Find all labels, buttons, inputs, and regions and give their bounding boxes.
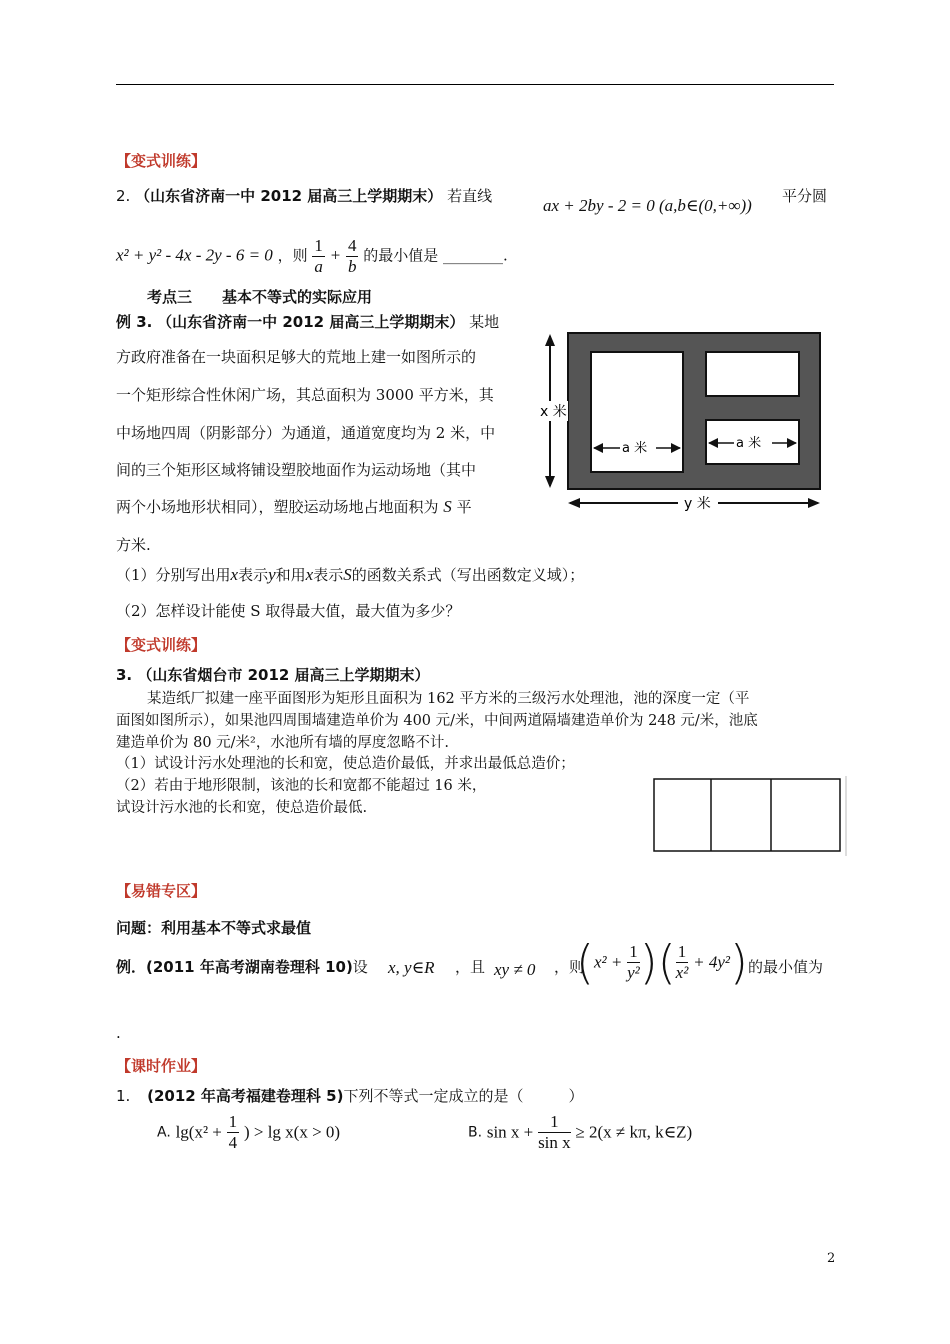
fraction-4-over-b: $\frac{4}{b}$ — [347, 236, 357, 276]
xy-condition: xy ≠ 0 — [494, 960, 536, 979]
question-3-sub-1: （1）试设计污水处理池的长和宽，使总造价最低，并求出最低总造价； — [116, 756, 575, 772]
question-text: 若直线 — [447, 187, 493, 205]
trailing-dot: . — [116, 1024, 121, 1042]
option-b: B. sin x + $\frac{1}{\text{sin x}}$ ≥ 2(x ≠ kπ, k∈Z) — [468, 1112, 693, 1152]
question-source: （山东省济南一中 2012 届高三上学期期末） — [135, 187, 443, 205]
line-equation: ax + 2by - 2 = 0 (a,b∈(0,+∞)) — [543, 196, 752, 215]
question-source: (2012 年高考福建卷理科 5) — [147, 1087, 344, 1105]
var-S: S — [343, 565, 352, 584]
answer-blank: ________. — [443, 246, 508, 265]
header-rule — [116, 84, 834, 85]
question-text: 的最小值是 — [363, 246, 439, 265]
text: ，则 — [554, 958, 585, 976]
example-3-line-5: 间的三个矩形区域将铺设塑胶地面作为运动场地（其中 — [116, 461, 477, 479]
example-text: 某地 — [469, 313, 500, 331]
section-tag-error-prone: 【易错专区】 — [116, 882, 207, 900]
text: 的最小值为 — [748, 958, 824, 976]
error-example-line: 例．(2011 年高考湖南卷理科 10)设 — [116, 958, 368, 976]
example-3-sub-1: （1）分别写出用x表示y和用x表示S的函数关系式（写出函数定义域）； — [116, 565, 585, 584]
small-field-top — [706, 352, 799, 396]
fraction-1-over-y2: $\frac{1}{\text{y²}}$ — [627, 942, 640, 982]
var-x: x — [305, 565, 314, 584]
text: ，且 — [455, 958, 486, 976]
homework-question-1 — [116, 1085, 583, 1106]
question-text: 下列不等式一定成立的是（ ） — [343, 1087, 584, 1105]
question-text: ，则 — [277, 246, 308, 265]
question-3-body-1: 某造纸厂拟建一座平面图形为矩形且面积为 162 平方米的三级污水处理池，池的深度一定（平 — [147, 691, 750, 707]
question-2-line-1 — [116, 185, 492, 206]
page-number: 2 — [827, 1251, 836, 1266]
example-label: 例 3. — [116, 313, 153, 331]
var-y: y — [268, 565, 276, 584]
example-3-line-7: 方米. — [116, 536, 151, 554]
fraction-1-over-4: $\frac{1}{4}$ — [228, 1112, 238, 1152]
product-expression: (x² + $\frac{1}{\text{y²}}$ )( $\frac{1}{\text{x²}}$ + 4y²) — [576, 935, 748, 990]
x-label: x 米 — [540, 404, 567, 420]
y-label: y 米 — [684, 496, 711, 512]
example-source: （山东省济南一中 2012 届高三上学期期末） — [157, 313, 465, 331]
plaza-figure — [536, 328, 828, 518]
var-S: S — [443, 497, 452, 516]
var-x: x — [230, 565, 239, 584]
section-tag-homework: 【课时作业】 — [116, 1057, 207, 1075]
section-tag-variant-2: 【变式训练】 — [116, 636, 207, 654]
option-label: A. — [157, 1124, 171, 1141]
plus-sign: + — [329, 245, 342, 265]
section-tag-variant-1: 【变式训练】 — [116, 152, 207, 170]
example-3-sub-2: （2）怎样设计能使 S 取得最大值，最大值为多少？ — [116, 602, 461, 620]
question-3-title: 3. （山东省烟台市 2012 届高三上学期期末） — [116, 666, 430, 684]
a-label-left: a 米 — [622, 441, 648, 456]
problem-heading: 问题：利用基本不等式求最值 — [116, 919, 312, 937]
example-3-line-4: 中场地四周（阴影部分）为通道，通道宽度均为 2 米，中 — [116, 424, 496, 442]
example-source: (2011 年高考湖南卷理科 10) — [146, 958, 353, 976]
option-label: B. — [468, 1124, 483, 1141]
question-2-line-2 — [116, 236, 508, 277]
example-3-line-3: 一个矩形综合性休闲广场，其总面积为 3000 平方米，其 — [116, 386, 494, 404]
pool-figure — [652, 776, 848, 858]
a-label-right: a 米 — [736, 436, 762, 451]
fraction-1-over-sinx: $\frac{1}{\text{sin x}}$ — [538, 1112, 571, 1152]
set-condition: x, y∈R — [388, 958, 435, 977]
example-label: 例． — [116, 958, 147, 976]
question-number: 1. — [116, 1087, 131, 1105]
example-3-line-6: 两个小场地形状相同），塑胶运动场地占地面积为 S 平 — [116, 497, 472, 516]
question-3-body-3: 建造单价为 80 元/米²，水池所有墙的厚度忽略不计. — [116, 735, 449, 751]
example-3-line-2: 方政府准备在一块面积足够大的荒地上建一如图所示的 — [116, 348, 477, 366]
example-3-line-1 — [116, 311, 499, 332]
pool-outline — [654, 779, 840, 851]
question-3-sub-2: （2）若由于地形限制，该池的长和宽都不能超过 16 米， — [116, 778, 487, 794]
question-text-end: 平分圆 — [782, 187, 828, 205]
question-number: 2. — [116, 187, 131, 205]
fraction-1-over-x2: $\frac{1}{\text{x²}}$ — [675, 942, 689, 982]
question-3-sub-3: 试设计污水池的长和宽，使总造价最低. — [116, 800, 368, 816]
option-a: A. lg(x² + $\frac{1}{4}$ ) > lg x(x > 0) — [157, 1112, 341, 1152]
question-3-body-2: 面图如图所示），如果池四周围墙建造单价为 400 元/米，中间两道隔墙建造单价为 248 元/米，池底 — [116, 713, 758, 729]
kaodian-heading: 考点三 基本不等式的实际应用 — [147, 288, 373, 306]
fraction-1-over-a: $\frac{1}{a}$ — [314, 236, 323, 276]
circle-equation: x² + y² - 4x - 2y - 6 = 0 — [116, 245, 273, 265]
